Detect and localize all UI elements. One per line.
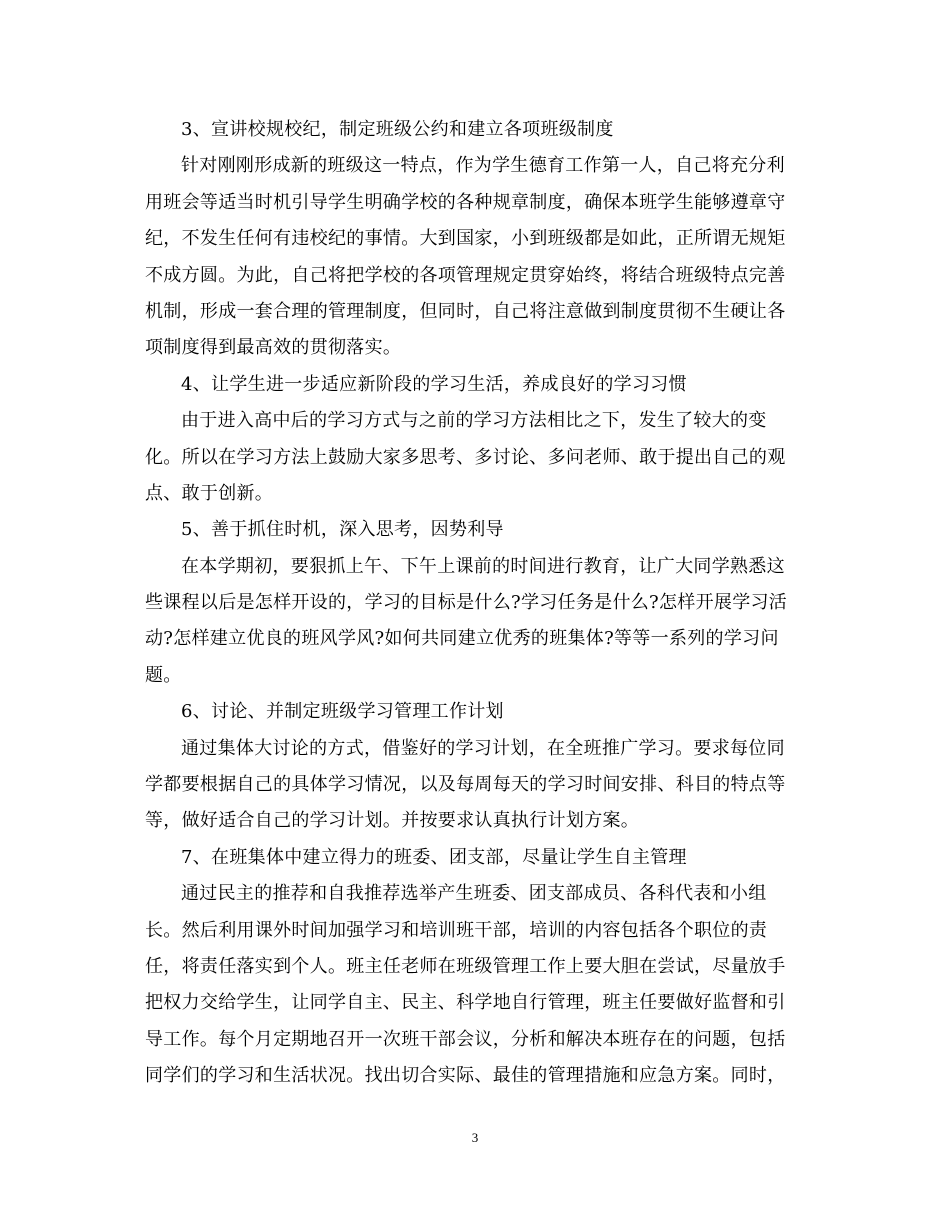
paragraph-line: 机制，形成一套合理的管理制度，但同时，自己将注意做到制度贯彻不生硬让各	[145, 300, 786, 322]
document-body	[145, 112, 805, 1095]
paragraph-line: 通过民主的推荐和自我推荐选举产生班委、团支部成员、各科代表和小组	[181, 883, 767, 905]
page-number: 3	[471, 1130, 479, 1145]
section-heading-6: 6、讨论、并制定班级学习管理工作计划	[181, 701, 504, 723]
section-heading-4: 4、让学生进一步适应新阶段的学习生活，养成良好的学习习惯	[181, 373, 687, 395]
paragraph-line: 项制度得到最高效的贯彻落实。	[145, 337, 402, 359]
paragraph-line: 点、敢于创新。	[145, 482, 274, 504]
paragraph-line: 化。所以在学习方法上鼓励大家多思考、多讨论、多问老师、敢于提出自己的观	[145, 446, 786, 468]
paragraph-line: 题。	[145, 664, 182, 686]
section-heading-5: 5、善于抓住时机，深入思考，因势利导	[181, 519, 504, 541]
paragraph-line: 学都要根据自己的具体学习情况，以及每周每天的学习时间安排、科目的特点等	[145, 774, 786, 796]
paragraph-line: 在本学期初，要狠抓上午、下午上课前的时间进行教育，让广大同学熟悉这	[181, 555, 785, 577]
paragraph-line: 导工作。每个月定期地召开一次班干部会议，分析和解决本班存在的问题，包括	[145, 1028, 786, 1050]
paragraph-line: 由于进入高中后的学习方式与之前的学习方法相比之下，发生了较大的变	[181, 410, 767, 432]
paragraph-line: 等，做好适合自己的学习计划。并按要求认真执行计划方案。	[145, 810, 640, 832]
paragraph-line: 些课程以后是怎样开设的，学习的目标是什么?学习任务是什么?怎样开展学习活	[145, 592, 788, 614]
paragraph-line: 不成方圆。为此，自己将把学校的各项管理规定贯穿始终，将结合班级特点完善	[145, 264, 786, 286]
paragraph-line: 长。然后利用课外时间加强学习和培训班干部，培训的内容包括各个职位的责	[145, 919, 768, 941]
section-heading-3: 3、宣讲校规校纪，制定班级公约和建立各项班级制度	[181, 119, 614, 140]
paragraph-line: 同学们的学习和生活状况。找出切合实际、最佳的管理措施和应急方案。同时，	[145, 1065, 786, 1087]
paragraph-line: 用班会等适当时机引导学生明确学校的各种规章制度，确保本班学生能够遵章守	[145, 191, 786, 213]
paragraph-line: 任，将责任落实到个人。班主任老师在班级管理工作上要大胆在尝试，尽量放手	[145, 955, 786, 977]
paragraph-line: 纪，不发生任何有违校纪的事情。大到国家，小到班级都是如此，正所谓无规矩	[145, 228, 786, 250]
paragraph-line: 针对刚刚形成新的班级这一特点，作为学生德育工作第一人，自己将充分利	[181, 155, 785, 177]
paragraph-line: 动?怎样建立优良的班风学风?如何共同建立优秀的班集体?等等一系列的学习问	[145, 628, 779, 650]
section-heading-7: 7、在班集体中建立得力的班委、团支部，尽量让学生自主管理	[181, 846, 687, 868]
paragraph-line: 通过集体大讨论的方式，借鉴好的学习计划，在全班推广学习。要求每位同	[181, 737, 785, 759]
paragraph-line: 把权力交给学生，让同学自主、民主、科学地自行管理，班主任要做好监督和引	[145, 992, 786, 1014]
